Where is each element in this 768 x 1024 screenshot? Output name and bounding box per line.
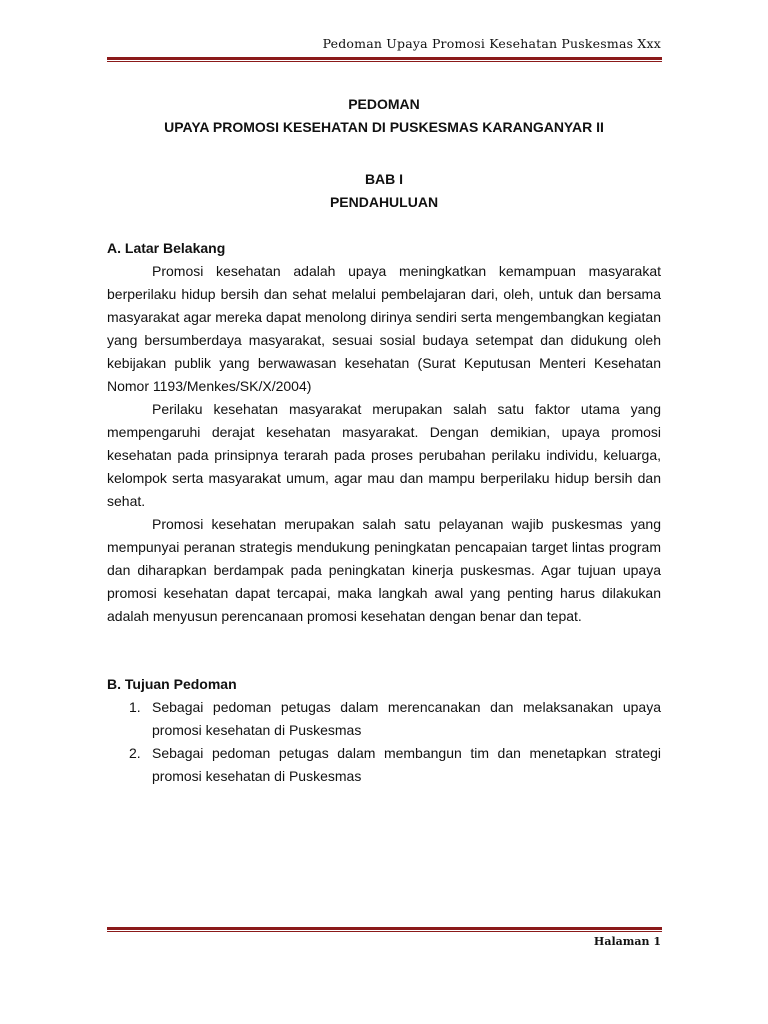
section-a-heading: A. Latar Belakang xyxy=(107,240,226,256)
document-title: PEDOMAN xyxy=(348,96,420,112)
running-header: Pedoman Upaya Promosi Kesehatan Puskesmas Xxx xyxy=(322,36,661,51)
footer-rule xyxy=(107,927,662,932)
page-number: Halaman 1 xyxy=(593,935,661,948)
list-text: Sebagai pedoman petugas dalam merencanakan dan melaksanakan upaya promosi kesehatan di Puskesmas xyxy=(152,699,661,738)
chapter-title: PENDAHULUAN xyxy=(329,194,439,210)
chapter-label: BAB I xyxy=(364,171,404,187)
paragraph: Promosi kesehatan adalah upaya meningkatkan kemampuan masyarakat berperilaku hidup bersih dan sehat melalui pembelajaran dari, oleh, untuk dan bersama masyarakat agar mereka dapat menolong dirinya sendiri serta mengembangkan kegiatan yang bersumberdaya masyarakat, sesuai sosial budaya setempat dan didukung oleh kebijakan publik yang berwawasan kesehatan (Surat Keputusan Menteri Kesehatan Nomor 1193/Menkes/SK/X/2004) xyxy=(107,263,661,394)
section-b-heading: B. Tujuan Pedoman xyxy=(107,676,237,692)
list-number: 1. xyxy=(129,699,141,715)
list-item xyxy=(107,742,661,788)
header-rule xyxy=(107,57,662,62)
list-text: Sebagai pedoman petugas dalam membangun tim dan menetapkan strategi promosi kesehatan di Puskesmas xyxy=(152,745,661,784)
paragraph: Promosi kesehatan merupakan salah satu pelayanan wajib puskesmas yang mempunyai peranan strategis mendukung peningkatan pencapaian target lintas program dan diharapkan berdampak pada peningkatan kinerja puskesmas. Agar tujuan upaya promosi kesehatan dapat tercapai, maka langkah awal yang penting harus dilakukan adalah menyusun perencanaan promosi kesehatan dengan benar dan tepat. xyxy=(107,516,661,624)
paragraph: Perilaku kesehatan masyarakat merupakan salah satu faktor utama yang mempengaruhi derajat kesehatan masyarakat. Dengan demikian, upaya promosi kesehatan pada prinsipnya terarah pada proses perubahan perilaku individu, keluarga, kelompok serta masyarakat umum, agar mau dan mampu berperilaku hidup bersih dan sehat. xyxy=(107,401,661,509)
list-item xyxy=(107,696,661,742)
page-body xyxy=(107,93,661,788)
document-subtitle: UPAYA PROMOSI KESEHATAN DI PUSKESMAS KARANGANYAR II xyxy=(164,119,604,135)
list-number: 2. xyxy=(129,745,141,761)
objective-list xyxy=(107,696,661,788)
